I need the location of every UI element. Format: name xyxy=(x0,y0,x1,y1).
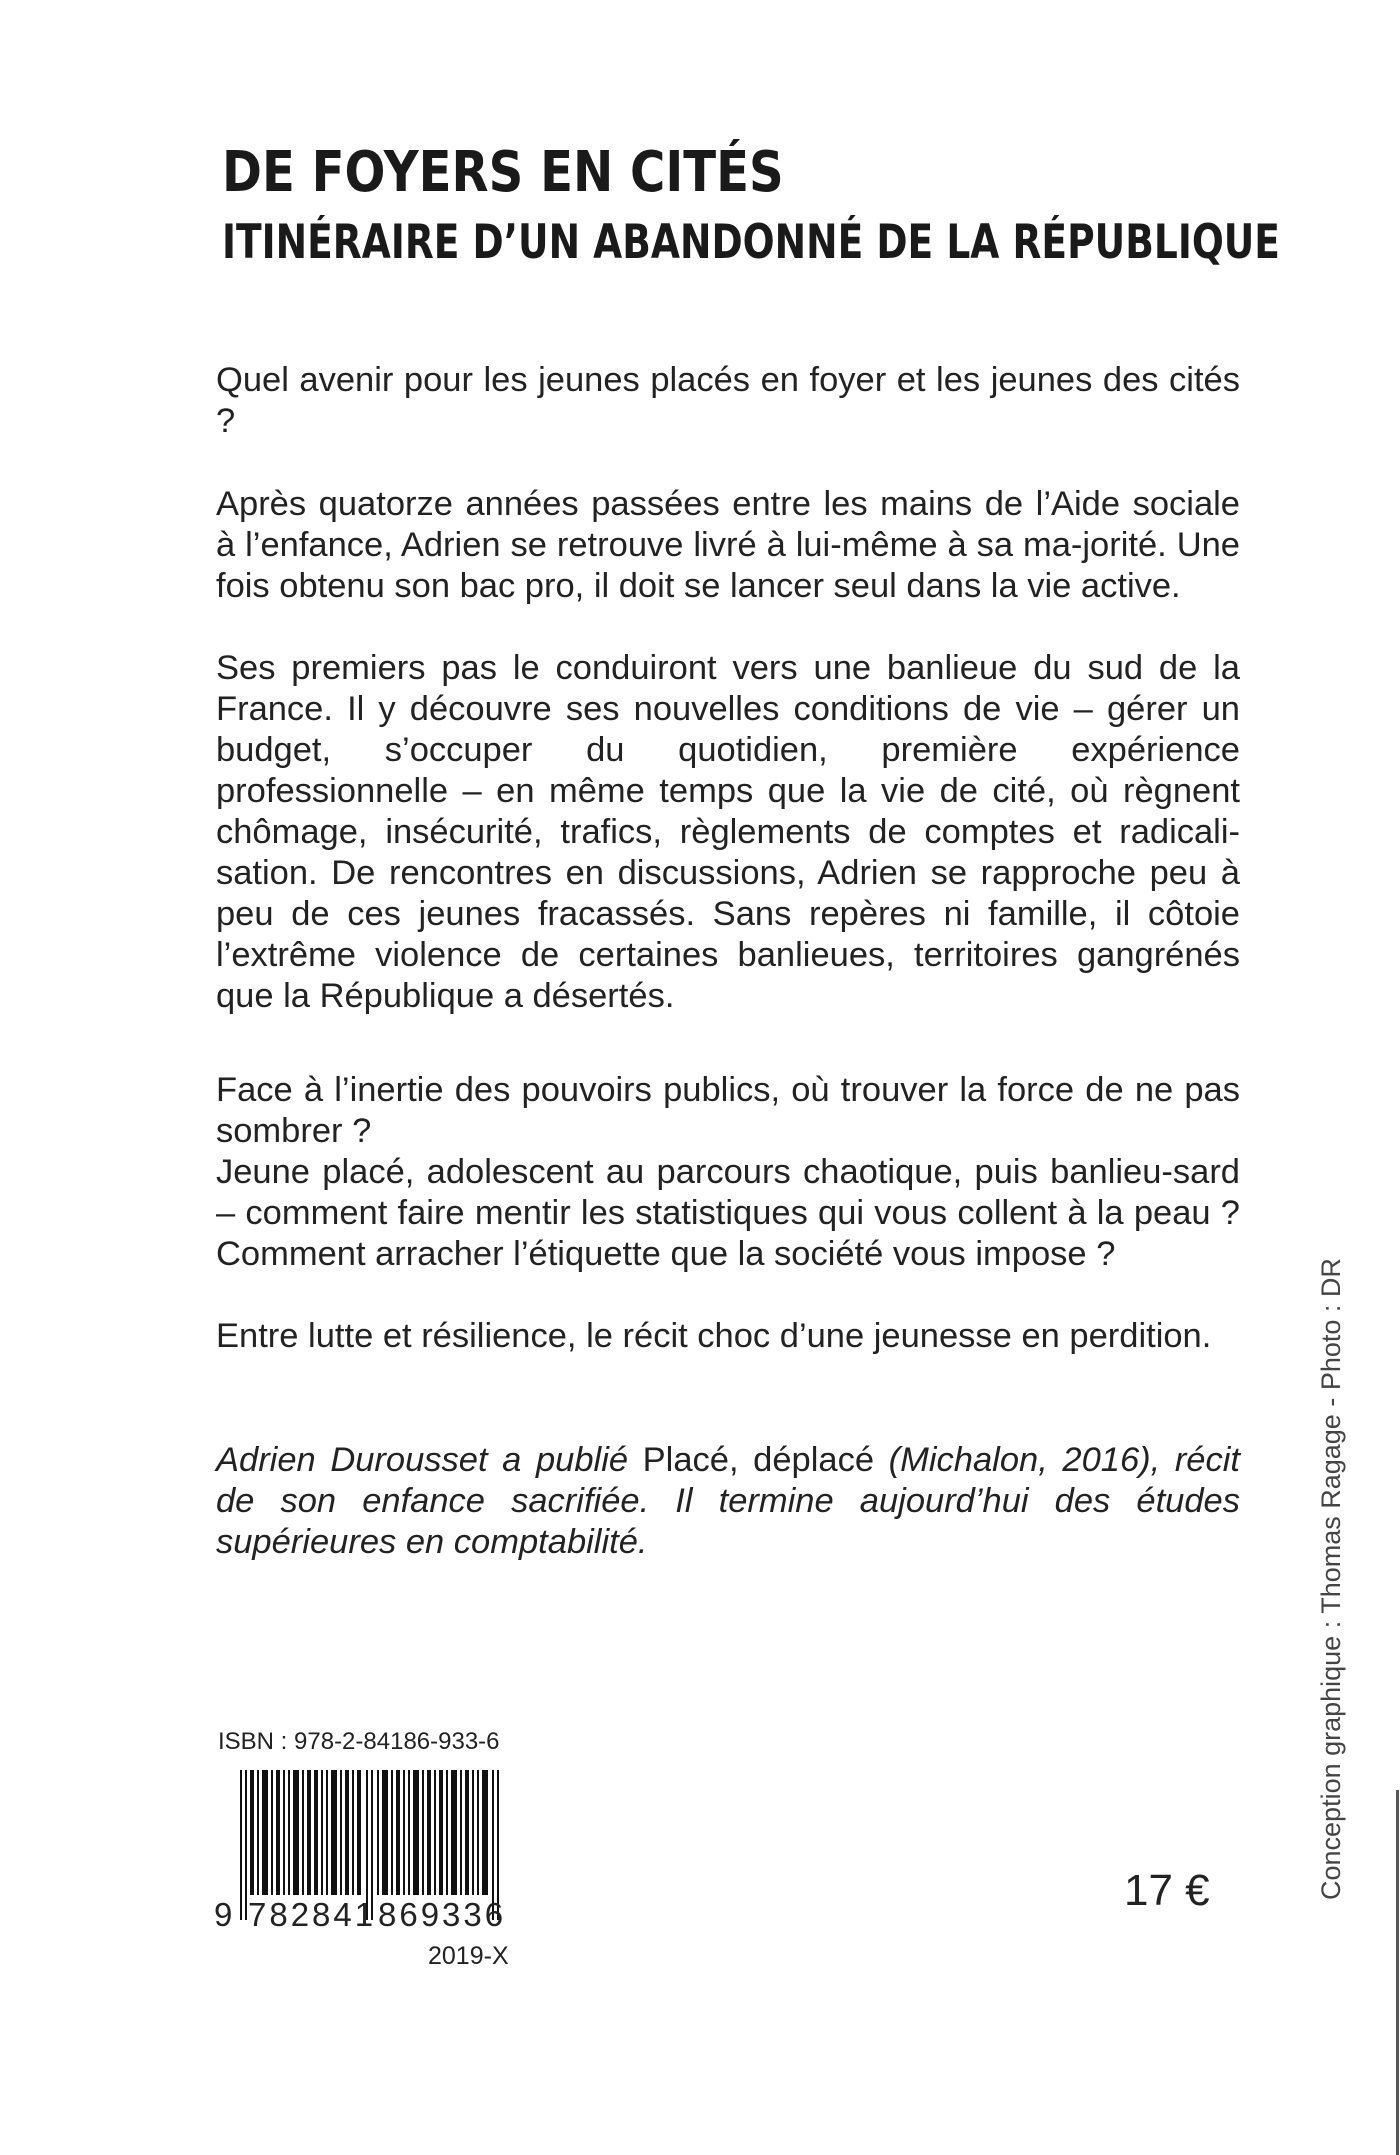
edition-code: 2019-X xyxy=(428,1942,509,1970)
spine-edge-divider xyxy=(1396,1790,1399,2155)
blurb-paragraph-3: Ses premiers pas le conduiront vers une banlieue du sud de la France. Il y découvre ses nouvelles conditions de vie – gérer un budget, s’occuper du quotidien, première expérience professionnelle – en même temps que la vie de cité, où règnent chômage, insécurité, trafics, règlements de comptes et radicali-sation. De rencontres en discussions, Adrien se rapproche peu à peu de ces jeunes fracassés. Sans repères ni famille, il côtoie l’extrême violence de certaines banlieues, territoires gangrénés que la République a désertés. xyxy=(216,649,1240,1015)
author-note xyxy=(216,1440,1240,1563)
barcode-digit-prefix: 9 xyxy=(214,1896,236,1933)
price: 17 € xyxy=(1124,1866,1210,1915)
book-subtitle: ITINÉRAIRE D’UN ABANDONNÉ DE LA RÉPUBLIQUE xyxy=(222,215,1280,270)
blurb-paragraph-5: Jeune placé, adolescent au parcours chaotique, puis banlieu-sard – comment faire mentir les statistiques qui vous collent à la peau ? Comment arracher l’étiquette que la société vous impose ? xyxy=(216,1153,1240,1273)
barcode-digit-group-1: 782841 xyxy=(248,1896,377,1933)
author-note-rest: (Michalon, 2016), récit de son enfance sacrifiée. Il termine aujourd’hui des études supérieures en comptabilité. xyxy=(216,1441,1240,1561)
book-title: DE FOYERS EN CITÉS xyxy=(222,140,784,205)
author-previous-book-title: Placé, déplacé xyxy=(642,1441,875,1479)
isbn-label: ISBN : 978-2-84186-933-6 xyxy=(218,1728,500,1755)
author-note-lead: Adrien Durousset a publié xyxy=(216,1441,643,1479)
blurb-paragraph-6: Entre lutte et résilience, le récit choc d’une jeunesse en perdition. xyxy=(216,1317,1212,1355)
barcode-digit-group-2: 869336 xyxy=(378,1896,507,1933)
blurb-paragraph-1: Quel avenir pour les jeunes placés en foyer et les jeunes des cités ? xyxy=(216,361,1240,440)
design-credit: Conception graphique : Thomas Ragage - Photo : DR xyxy=(1316,1258,1346,1900)
blurb-paragraph-2: Après quatorze années passées entre les mains de l’Aide sociale à l’enfance, Adrien se retrouve livré à lui-même à sa ma-jorité. Une fois obtenu son bac pro, il doit se lancer seul dans la vie active. xyxy=(216,485,1240,605)
blurb-paragraph-4: Face à l’inertie des pouvoirs publics, où trouver la force de ne pas sombrer ? xyxy=(216,1071,1240,1150)
